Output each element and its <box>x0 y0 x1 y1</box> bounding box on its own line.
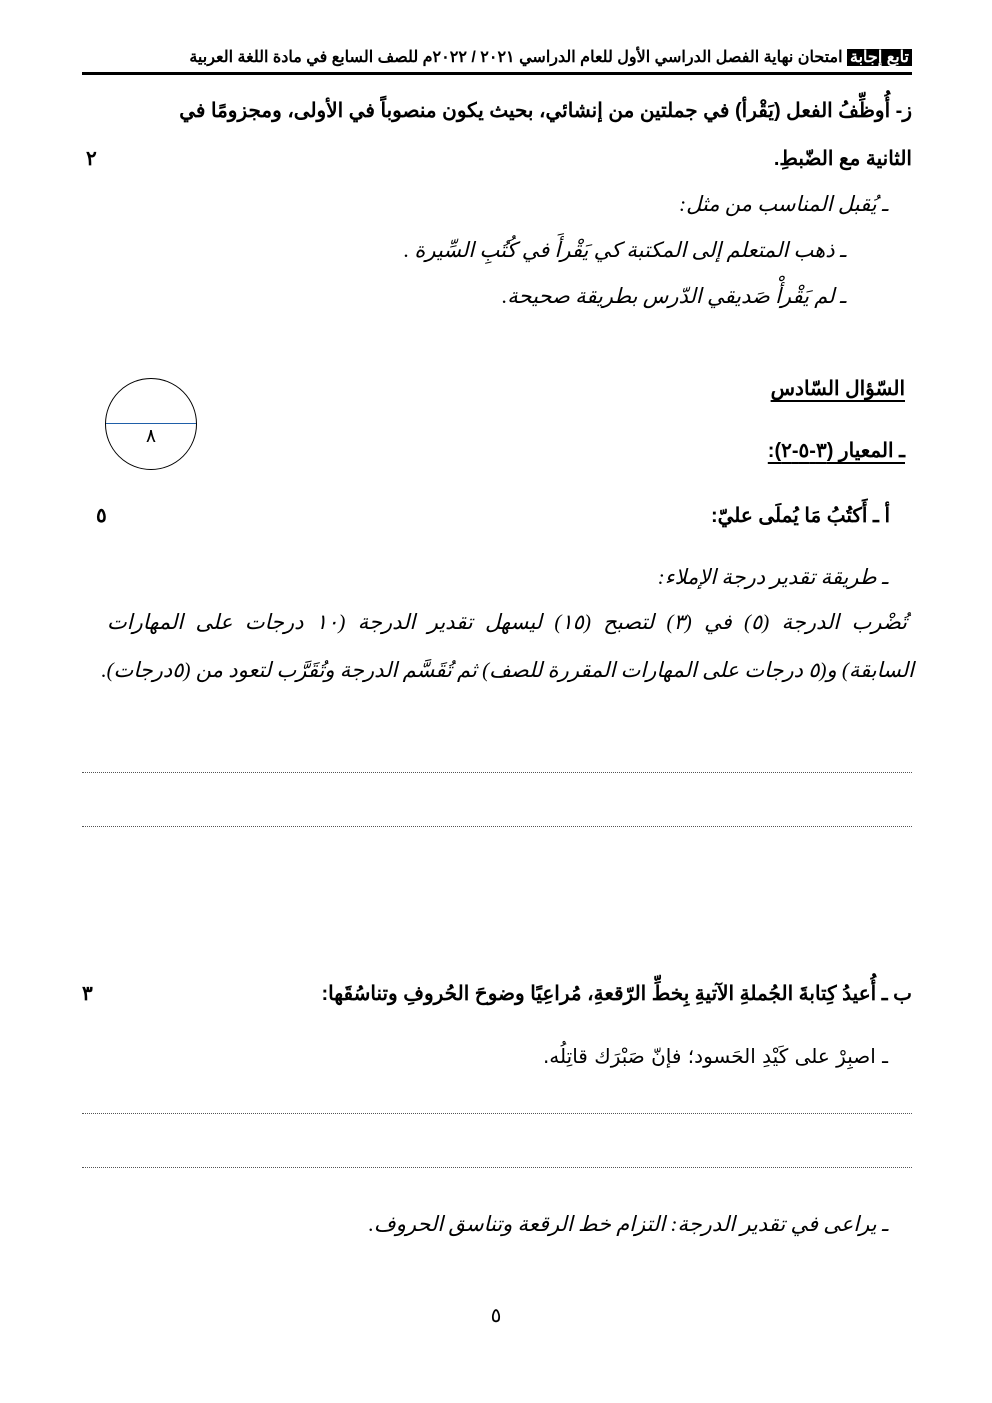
question-z-mark: ٢ <box>86 148 97 170</box>
answer-line-2 <box>82 826 912 827</box>
question-z-line2: الثانية مع الضّبطِ. <box>773 148 912 170</box>
answer-example-1: ـ ذهب المتعلم إلى المكتبة كي يَقْرأَ في كُتُبِ السِّيرة . <box>403 238 846 262</box>
answer-line-3 <box>82 1113 912 1114</box>
page-number: ٥ <box>490 1305 502 1327</box>
score-circle-value: ٨ <box>145 426 157 447</box>
header-tag: تابع إجابة <box>847 49 912 66</box>
answer-line-1 <box>82 772 912 773</box>
part-b-title: ب ـ أُعيدُ كِتابةَ الجُملةِ الآتيةِ بِخطِّ الرّقعةِ، مُراعِيًا وضوحَ الحُروفِ وتناسُقَها: <box>321 983 912 1005</box>
answer-example-2: ـ لم يَقْرأْ صَديقي الدّرس بطريقة صحيحة. <box>502 284 846 308</box>
part-a-title: أ ـ أَكتُبُ مَا يُملَى عليّ: <box>710 505 890 527</box>
page-header <box>82 44 912 75</box>
standard-label: ـ المعيار (٣-٥-٢): <box>767 440 905 462</box>
header-title: امتحان نهاية الفصل الدراسي الأول للعام الدراسي ٢٠٢١ / ٢٠٢٢م للصف السابع في مادة اللغة العربية <box>189 49 843 66</box>
answer-intro: ـ يُقبل المناسب من مثل: <box>679 192 888 216</box>
dictation-method-title: ـ طريقة تقدير درجة الإملاء: <box>657 565 888 589</box>
dictation-method-line1: تُضْرب الدرجة (٥) في (٣) لتصبح (١٥) ليسهل تقدير الدرجة (١٠ درجات على المهارات <box>107 610 907 634</box>
answer-line-4 <box>82 1167 912 1168</box>
rewrite-sentence: ـ اصبِرْ على كَيْدِ الحَسود؛ فإنّ صَبْرَك قاتِلُه. <box>542 1044 888 1068</box>
score-circle <box>105 378 197 470</box>
question-6-title: السّؤال السّادس <box>770 378 905 400</box>
score-circle-divider <box>106 423 196 424</box>
part-b-mark: ٣ <box>82 983 93 1005</box>
question-z-line1: ز- أُوظِّفُ الفعل (يَقْرأ) في جملتين من إنشائي، بحيث يكون منصوباً في الأولى، ومجزومًا في <box>179 100 912 122</box>
dictation-method-line2: السابقة) و(٥ درجات على المهارات المقررة للصف) ثم تُقَسَّم الدرجة وتُقَرَّب لتعود من (٥درجات). <box>101 658 914 682</box>
part-a-mark: ٥ <box>96 505 107 527</box>
grading-note: ـ يراعى في تقدير الدرجة: التزام خط الرقعة وتناسق الحروف. <box>368 1212 888 1236</box>
